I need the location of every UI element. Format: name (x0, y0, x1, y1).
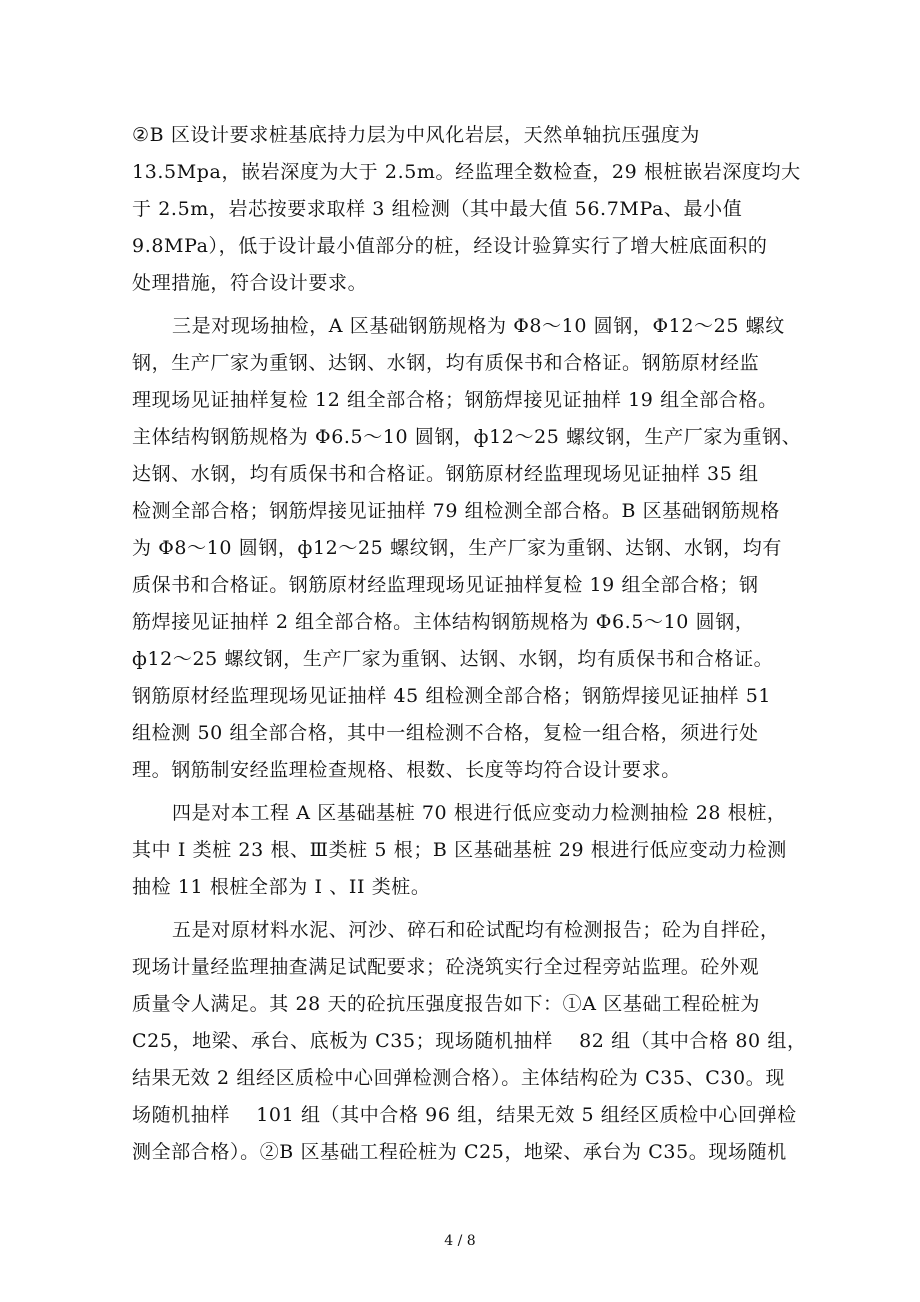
text-line: 钢，生产厂家为重钢、达钢、水钢，均有质保书和合格证。钢筋原材经监 (132, 352, 760, 374)
text-line: 场随机抽样 101 组（其中合格 96 组，结果无效 5 组经区质检中心回弹检 (132, 1104, 797, 1126)
text-line: 理。钢筋制安经监理检查规格、根数、长度等均符合设计要求。 (132, 759, 681, 781)
text-line: 现场计量经监理抽查满足试配要求；砼浇筑实行全过程旁站监理。砼外观 (132, 956, 760, 978)
text-line: 主体结构钢筋规格为 Φ6.5～10 圆钢，ф12～25 螺纹钢，生产厂家为重钢、 (132, 426, 802, 448)
text-line: 抽检 11 根桩全部为 I 、II 类桩。 (132, 876, 431, 898)
paragraph-start-line: 四是对本工程 A 区基础基桩 70 根进行低应变动力检测抽检 28 根桩， (172, 802, 787, 824)
text-line: 13.5Mpa，嵌岩深度为大于 2.5m。经监理全数检查，29 根桩嵌岩深度均大 (132, 161, 801, 183)
text-line: 结果无效 2 组经区质检中心回弹检测合格）。主体结构砼为 C35、C30。现 (132, 1067, 785, 1089)
text-line: 筋焊接见证抽样 2 组全部合格。主体结构钢筋规格为 Φ6.5～10 圆钢， (132, 611, 755, 633)
text-line: 测全部合格）。②B 区基础工程砼桩为 C25，地梁、承台为 C35。现场随机 (132, 1141, 787, 1163)
text-line: 检测全部合格；钢筋焊接见证抽样 79 组检测全部合格。B 区基础钢筋规格 (132, 500, 780, 522)
text-line: 于 2.5m，岩芯按要求取样 3 组检测（其中最大值 56.7MPa、最小值 (132, 198, 743, 220)
text-line: 理现场见证抽样复检 12 组全部合格；钢筋焊接见证抽样 19 组全部合格。 (132, 389, 778, 411)
text-line: 9.8MPa），低于设计最小值部分的桩，经设计验算实行了增大桩底面积的 (132, 235, 768, 257)
text-line: ф12～25 螺纹钢，生产厂家为重钢、达钢、水钢，均有质保书和合格证。 (132, 648, 774, 670)
paragraph-start-line: 三是对现场抽检，A 区基础钢筋规格为 Φ8～10 圆钢，Φ12～25 螺纹 (172, 315, 785, 337)
text-line: 钢筋原材经监理现场见证抽样 45 组检测全部合格；钢筋焊接见证抽样 51 (132, 685, 772, 707)
paragraph-start-line: 五是对原材料水泥、河沙、碎石和砼试配均有检测报告；砼为自拌砼， (172, 919, 780, 941)
page-number: 4 / 8 (444, 1233, 476, 1249)
text-line: 处理措施，符合设计要求。 (132, 272, 368, 294)
text-line: 达钢、水钢，均有质保书和合格证。钢筋原材经监理现场见证抽样 35 组 (132, 463, 759, 485)
text-line: 为 Φ8～10 圆钢，ф12～25 螺纹钢，生产厂家为重钢、达钢、水钢，均有 (132, 537, 782, 559)
text-line: C25，地梁、承台、底板为 C35；现场随机抽样 82 组（其中合格 80 组， (132, 1030, 807, 1052)
text-line: 质量令人满足。其 28 天的砼抗压强度报告如下：①A 区基础工程砼桩为 (132, 993, 761, 1015)
text-line: 组检测 50 组全部合格，其中一组检测不合格，复检一组合格，须进行处 (132, 722, 759, 744)
text-line: 质保书和合格证。钢筋原材经监理现场见证抽样复检 19 组全部合格；钢 (132, 574, 759, 596)
text-line: ②B 区设计要求桩基底持力层为中风化岩层，天然单轴抗压强度为 (132, 124, 701, 146)
text-line: 其中 I 类桩 23 根、Ⅲ类桩 5 根；B 区基础基桩 29 根进行低应变动力检测 (132, 839, 787, 861)
